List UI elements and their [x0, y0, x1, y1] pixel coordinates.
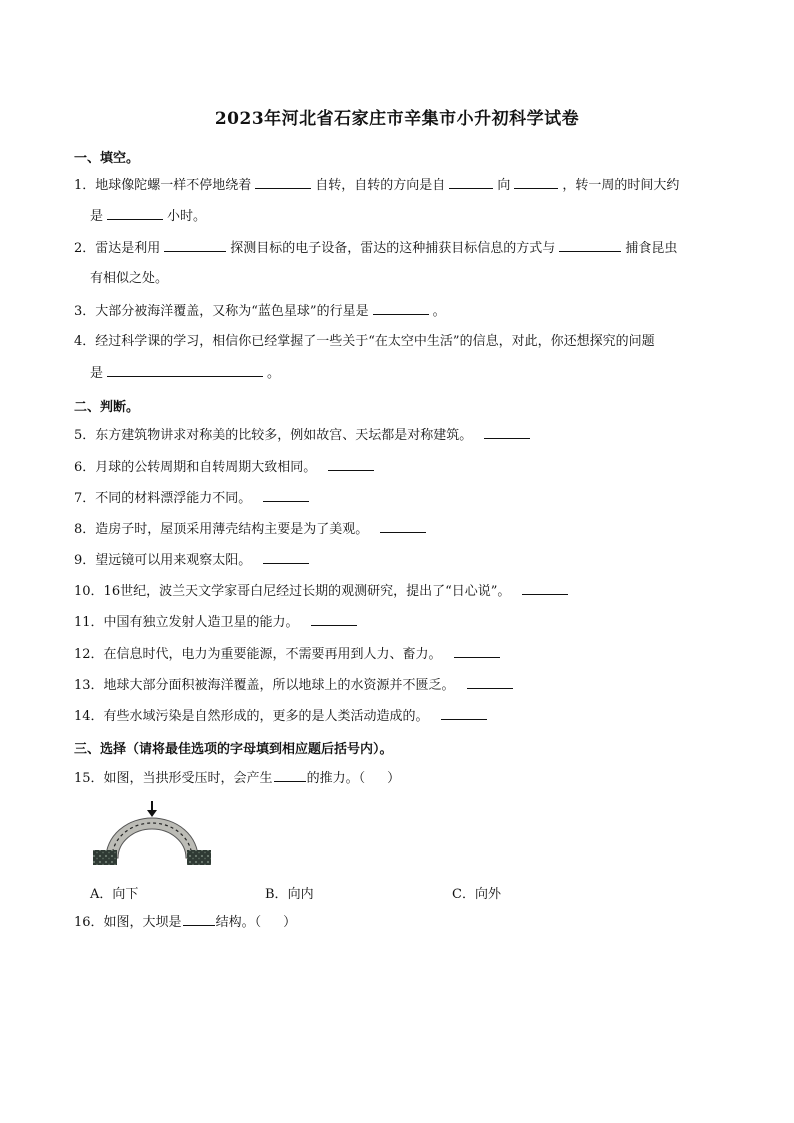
- option-c[interactable]: [452, 883, 501, 902]
- answer-blank[interactable]: [328, 458, 374, 471]
- question-text: 的推力。（: [306, 771, 366, 786]
- question-text: 。: [432, 304, 446, 319]
- question-text: 有些水域污染是自然形成的，更多的是人类活动造成的。: [103, 709, 429, 724]
- question-text: 不同的材料漂浮能力不同。: [95, 491, 252, 506]
- section-heading-multiple-choice: 三、选择（请将最佳选项的字母填到相应题后括号内）。: [74, 742, 393, 757]
- question-text: 东方建筑物讲求对称美的比较多，例如故宫、天坛都是对称建筑。: [95, 428, 473, 443]
- question-number: 14．: [74, 709, 104, 724]
- option-text: 向内: [287, 887, 314, 902]
- question-7: [74, 489, 313, 508]
- question-text: 。: [267, 366, 281, 381]
- question-text: 捕食昆虫: [625, 241, 678, 256]
- question-text: 如图，当拱形受压时，会产生: [103, 771, 273, 786]
- question-text: 造房子时，屋顶采用薄壳结构主要是为了美观。: [95, 522, 369, 537]
- question-text: 自转，自转的方向是自: [315, 178, 446, 193]
- option-b[interactable]: [265, 883, 314, 902]
- arrow-head-icon: [147, 810, 157, 817]
- answer-blank[interactable]: [263, 551, 309, 564]
- question-2-line-2: [90, 270, 168, 288]
- arch-pressure-diagram: [92, 800, 212, 868]
- question-text: ）: [387, 771, 401, 786]
- section-heading-true-false: 二、判断。: [74, 400, 140, 415]
- answer-blank[interactable]: [559, 239, 621, 252]
- question-text: ，转一周的时间大约: [562, 178, 680, 193]
- question-number: 4．: [74, 334, 96, 349]
- question-4-line-1: [74, 333, 655, 351]
- question-number: 16．: [74, 915, 104, 930]
- question-4-line-2: [90, 364, 280, 383]
- arch-shape: [106, 818, 198, 858]
- question-text: 向: [497, 178, 511, 193]
- question-number: 9．: [74, 553, 96, 568]
- option-label: C．: [452, 887, 475, 902]
- question-text: 小时。: [167, 209, 207, 224]
- question-number: 5．: [74, 428, 96, 443]
- question-text: 雷达是利用: [95, 241, 161, 256]
- question-text: 在信息时代，电力为重要能源，不需要再用到人力、畜力。: [103, 647, 442, 662]
- question-10: [74, 582, 572, 601]
- arch-figure: [92, 800, 212, 868]
- question-text: 地球像陀螺一样不停地绕着: [95, 178, 252, 193]
- question-number: 10．: [74, 584, 104, 599]
- right-abutment: [187, 850, 211, 865]
- question-14: [74, 707, 491, 726]
- question-text: 如图，大坝是: [103, 915, 182, 930]
- answer-blank[interactable]: [255, 176, 311, 189]
- question-number: 8．: [74, 522, 96, 537]
- question-2-line-1: [74, 239, 677, 258]
- answer-blank[interactable]: [380, 520, 426, 533]
- answer-blank[interactable]: [484, 426, 530, 439]
- question-number: 1．: [74, 178, 96, 193]
- option-a[interactable]: [90, 883, 138, 902]
- question-6: [74, 458, 378, 477]
- question-number: 3．: [74, 304, 96, 319]
- question-text: 地球大部分面积被海洋覆盖，所以地球上的水资源并不匮乏。: [103, 678, 455, 693]
- question-1-line-1: [74, 176, 679, 195]
- left-abutment: [93, 850, 117, 865]
- answer-blank[interactable]: [164, 239, 226, 252]
- question-text: 月球的公转周期和自转周期大致相同。: [95, 460, 317, 475]
- question-text: 大部分被海洋覆盖，又称为“蓝色星球”的行星是: [95, 304, 369, 319]
- option-label: B．: [265, 887, 288, 902]
- option-text: 向外: [474, 887, 501, 902]
- answer-blank[interactable]: [522, 582, 568, 595]
- question-number: 12．: [74, 647, 104, 662]
- section-heading-fill-in: 一、填空。: [74, 151, 140, 166]
- question-1-line-2: [90, 207, 206, 226]
- question-16: [74, 913, 296, 932]
- question-9: [74, 551, 313, 570]
- answer-blank[interactable]: [107, 364, 263, 377]
- answer-blank[interactable]: [274, 769, 306, 782]
- question-text: 是: [90, 209, 104, 224]
- question-3: [74, 302, 446, 321]
- question-text: ）: [283, 915, 297, 930]
- question-15: [74, 769, 400, 788]
- question-text: 探测目标的电子设备，雷达的这种捕获目标信息的方式与: [230, 241, 556, 256]
- question-text: 有相似之处。: [90, 271, 169, 286]
- answer-blank[interactable]: [107, 207, 163, 220]
- question-11: [74, 613, 361, 632]
- question-text: 结构。（: [215, 915, 262, 930]
- page-title: 2023年河北省石家庄市辛集市小升初科学试卷: [214, 109, 580, 129]
- question-13: [74, 676, 517, 695]
- question-text: 是: [90, 366, 104, 381]
- question-number: 13．: [74, 678, 104, 693]
- option-label: A．: [90, 887, 113, 902]
- question-number: 2．: [74, 241, 96, 256]
- answer-blank[interactable]: [449, 176, 493, 189]
- question-text: 经过科学课的学习，相信你已经掌握了一些关于“在太空中生活”的信息，对此，你还想探究的问题: [95, 334, 655, 349]
- answer-blank[interactable]: [183, 913, 215, 926]
- answer-blank[interactable]: [454, 645, 500, 658]
- question-5: [74, 426, 534, 445]
- question-text: 中国有独立发射人造卫星的能力。: [103, 615, 299, 630]
- question-12: [74, 645, 504, 664]
- answer-blank[interactable]: [373, 302, 429, 315]
- answer-blank[interactable]: [311, 613, 357, 626]
- answer-blank[interactable]: [263, 489, 309, 502]
- question-text: 望远镜可以用来观察太阳。: [95, 553, 252, 568]
- answer-blank[interactable]: [467, 676, 513, 689]
- question-number: 11．: [74, 615, 104, 630]
- question-number: 7．: [74, 491, 96, 506]
- question-number: 6．: [74, 460, 96, 475]
- option-text: 向下: [112, 887, 139, 902]
- answer-blank[interactable]: [514, 176, 558, 189]
- question-8: [74, 520, 430, 539]
- question-text: 16世纪，波兰天文学家哥白尼经过长期的观测研究，提出了“日心说”。: [103, 584, 511, 599]
- answer-blank[interactable]: [441, 707, 487, 720]
- question-number: 15．: [74, 771, 104, 786]
